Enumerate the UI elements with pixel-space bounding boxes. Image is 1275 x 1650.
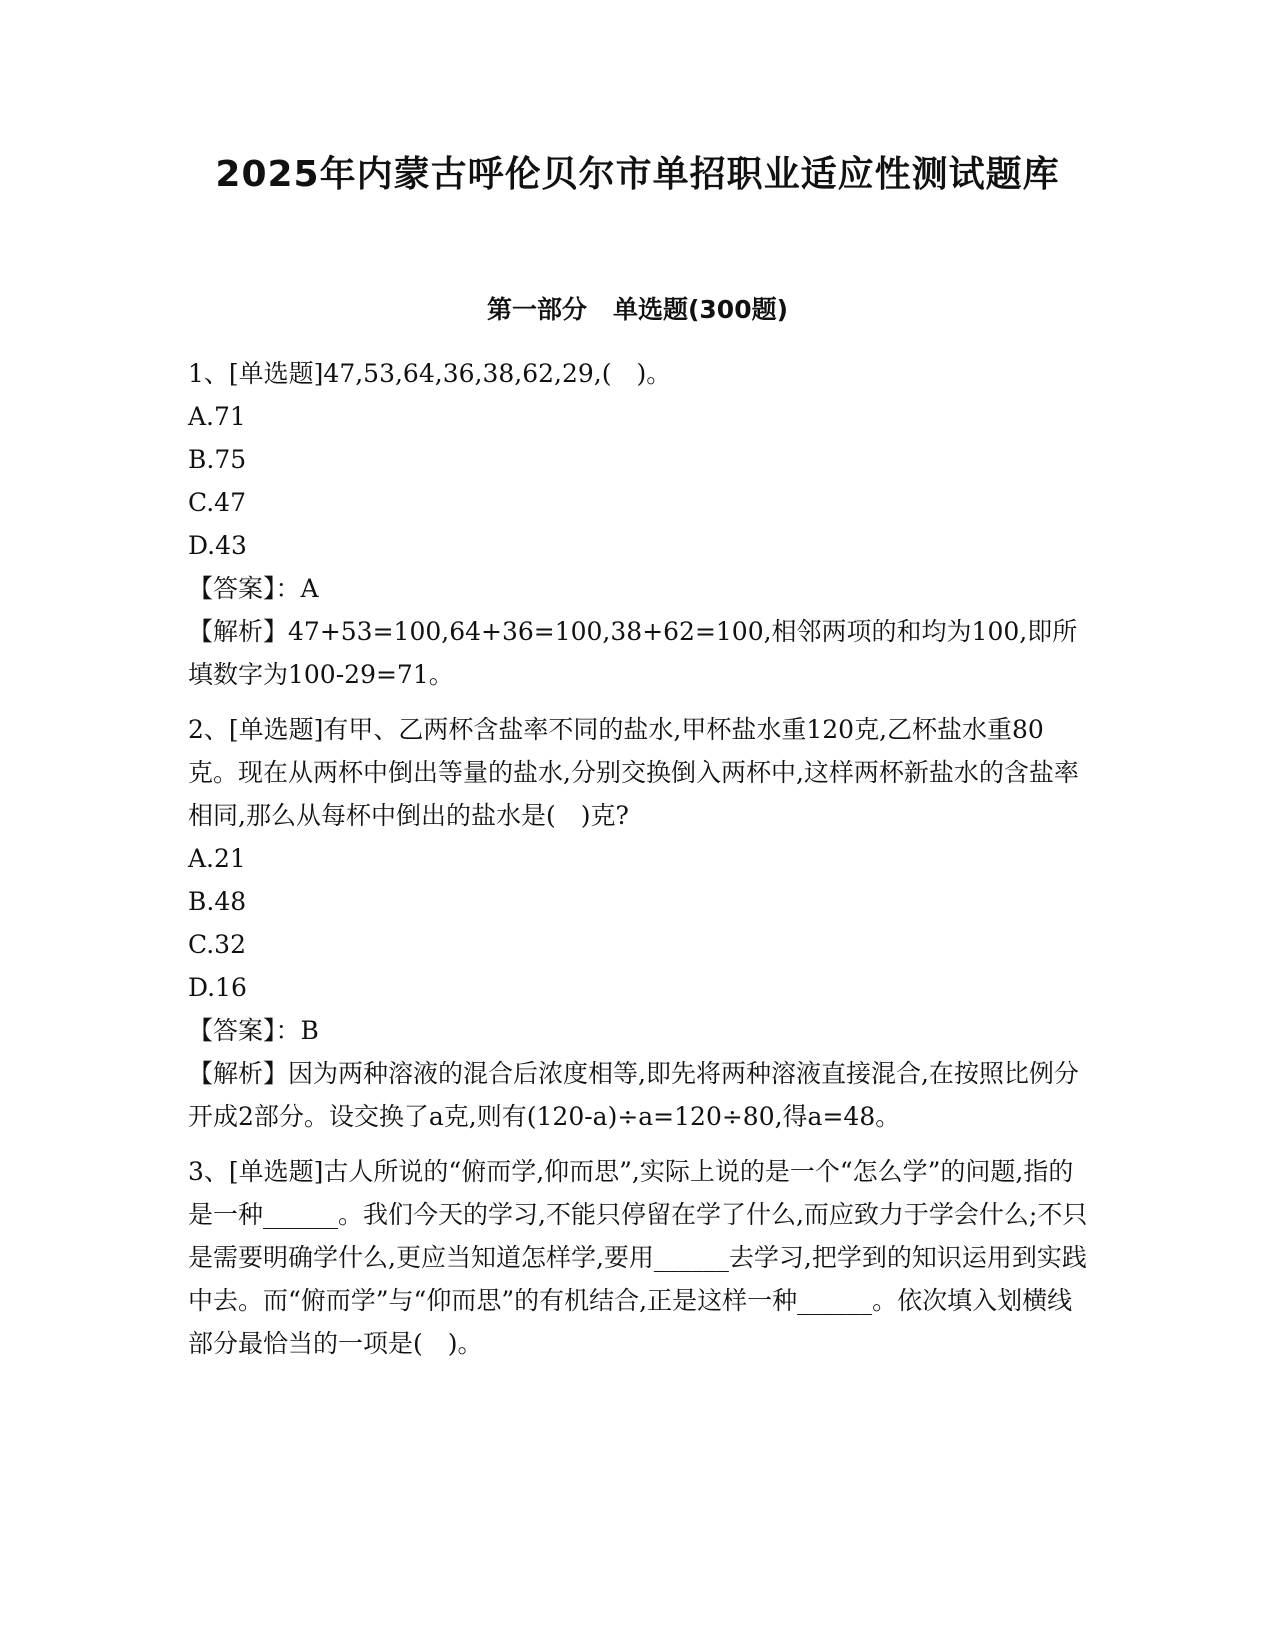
answer-label: 【答案】： <box>188 574 301 603</box>
option-a: A.71 <box>188 402 246 431</box>
section-part: 第一部分 <box>486 295 587 324</box>
question-stem: 3、[单选题]古人所说的“俯而学,仰而思”,实际上说的是一个“怎么学”的问题,指的是一种______。我们今天的学习,不能只停留在学了什么,而应致力于学会什么;不只是需要明确学什么,更应当知道怎样学,要用______去学习,把学到的知识运用到实践中去。而“俯而学”与“仰而思”的有机结合,正是这样一种______。依次填入划横线部分最恰当的一项是( )。 <box>188 1157 1088 1358</box>
question-stem: 1、[单选题]47,53,64,36,38,62,29,( )。 <box>188 359 672 388</box>
section-name: 单选题(300题) <box>612 295 789 324</box>
analysis-text: 47+53=100,64+36=100,38+62=100,相邻两项的和均为100,即所填数字为100-29=71。 <box>188 617 1078 689</box>
answer-value: A <box>300 574 319 603</box>
option-d: D.43 <box>188 531 247 560</box>
answer-value: B <box>300 1016 319 1045</box>
question-stem: 2、[单选题]有甲、乙两杯含盐率不同的盐水,甲杯盐水重120克,乙杯盐水重80克。现在从两杯中倒出等量的盐水,分别交换倒入两杯中,这样两杯新盐水的含盐率相同,那么从每杯中倒出的盐水是( )克? <box>188 715 1079 830</box>
question-3 <box>188 1150 1088 1365</box>
option-b: B.75 <box>188 445 247 474</box>
analysis-label: 【解析】 <box>188 617 289 646</box>
question-2 <box>188 708 1088 1138</box>
question-1 <box>188 352 1088 696</box>
analysis-text: 因为两种溶液的混合后浓度相等,即先将两种溶液直接混合,在按照比例分开成2部分。设交换了a克,则有(120-a)÷a=120÷80,得a=48。 <box>188 1059 1079 1131</box>
analysis-label: 【解析】 <box>188 1059 289 1088</box>
analysis-block <box>188 610 1088 696</box>
option-a: A.21 <box>188 844 246 873</box>
option-c: C.47 <box>188 488 246 517</box>
analysis-block <box>188 1052 1088 1138</box>
option-b: B.48 <box>188 887 247 916</box>
question-list <box>188 352 1088 1377</box>
answer-line <box>188 567 1088 610</box>
answer-label: 【答案】： <box>188 1016 301 1045</box>
option-d: D.16 <box>188 973 247 1002</box>
option-c: C.32 <box>188 930 246 959</box>
document-title: 2025年内蒙古呼伦贝尔市单招职业适应性测试题库 <box>215 154 1060 195</box>
answer-line <box>188 1009 1088 1052</box>
section-heading <box>0 292 1275 328</box>
